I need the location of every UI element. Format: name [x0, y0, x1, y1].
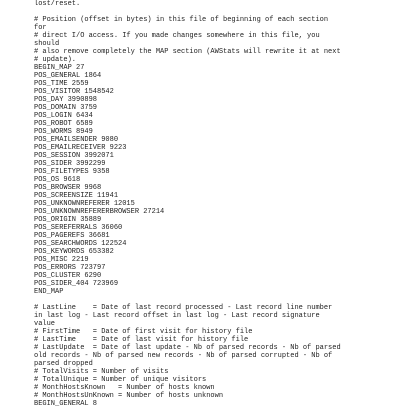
document-line: POS_EMAILSENDER 9080 [34, 136, 119, 144]
document-line: POS_ERRORS 723797 [34, 264, 106, 272]
document-line: should [34, 40, 60, 48]
document-line: POS_SIDER_404 723969 [34, 280, 119, 288]
document-line: POS_UNKNOWNREFERER 12015 [34, 200, 135, 208]
document-line: POS_SEARCHWORDS 122524 [34, 240, 127, 248]
document-line: # LastLine = Date of last record processed - Last record line number [34, 304, 333, 312]
document-line: # LastUpdate = Date of last update - Nb of parsed records - Nb of parsed [34, 344, 341, 352]
document-line: # Position (offset in bytes) in this file of beginning of each section [34, 16, 329, 24]
document-line: POS_PAGEREFS 36681 [34, 232, 110, 240]
document-line: POS_UNKNOWNREFERERBROWSER 27214 [34, 208, 165, 216]
document-line [34, 296, 366, 304]
document-line: POS_LOGIN 6434 [34, 112, 93, 120]
document-line: # MonthHostsKnown = Number of hosts known [34, 384, 215, 392]
document-line: for [34, 24, 47, 32]
document-line: # also remove completely the MAP section (AWStats will rewrite it at next [34, 48, 341, 56]
document-line: # MonthHostsUnKnown = Number of hosts unknown [34, 392, 224, 400]
document-line: value [34, 320, 56, 328]
document-line: POS_CLUSTER 6290 [34, 272, 102, 280]
document-line: POS_MISC 2219 [34, 256, 89, 264]
document-line: POS_VISITOR 1548542 [34, 88, 114, 96]
document-line: POS_FILETYPES 9358 [34, 168, 110, 176]
document-line: POS_KEYWORDS 653382 [34, 248, 114, 256]
document-line: END_MAP [34, 288, 64, 296]
document-line: POS_SCREENSIZE 11941 [34, 192, 119, 200]
document-line: POS_DOMAIN 3759 [34, 104, 98, 112]
document-line: POS_WORMS 8949 [34, 128, 93, 136]
document-line: POS_ORIGIN 35889 [34, 216, 102, 224]
document-line: POS_SESSION 3992071 [34, 152, 114, 160]
document-line: BEGIN_MAP 27 [34, 64, 85, 72]
document-line: POS_SIDER 3992299 [34, 160, 106, 168]
document-line: POS_GENERAL 1864 [34, 72, 102, 80]
document-line: POS_OS 9618 [34, 176, 81, 184]
document-line: POS_TIME 2559 [34, 80, 89, 88]
document-line [34, 8, 366, 16]
document-line: POS_ROBOT 6589 [34, 120, 93, 128]
document-line: POS_EMAILRECEIVER 9223 [34, 144, 127, 152]
document-line: POS_BROWSER 9968 [34, 184, 102, 192]
document-line: # LastTime = Date of last visit for history file [34, 336, 249, 344]
document-line: # FirstTime = Date of first visit for history file [34, 328, 253, 336]
document-line: POS_DAY 3990898 [34, 96, 98, 104]
document-line: POS_SEREFERRALS 36060 [34, 224, 123, 232]
document-line: lost/reset. [34, 0, 81, 8]
document-line: parsed dropped [34, 360, 93, 368]
document-line: # TotalUnique = Number of unique visitors [34, 376, 207, 384]
document-line: in last log - Last record offset in last log - Last record signature [34, 312, 320, 320]
document-line: # direct I/O access. If you made changes somewhere in this file, you [34, 32, 320, 40]
document-line: old records - Nb of parsed new records - Nb of parsed corrupted - Nb of [34, 352, 333, 360]
document-line: # TotalVisits = Number of visits [34, 368, 169, 376]
document-line: BEGIN_GENERAL 8 [34, 400, 98, 408]
document-line: # update). [34, 56, 77, 64]
